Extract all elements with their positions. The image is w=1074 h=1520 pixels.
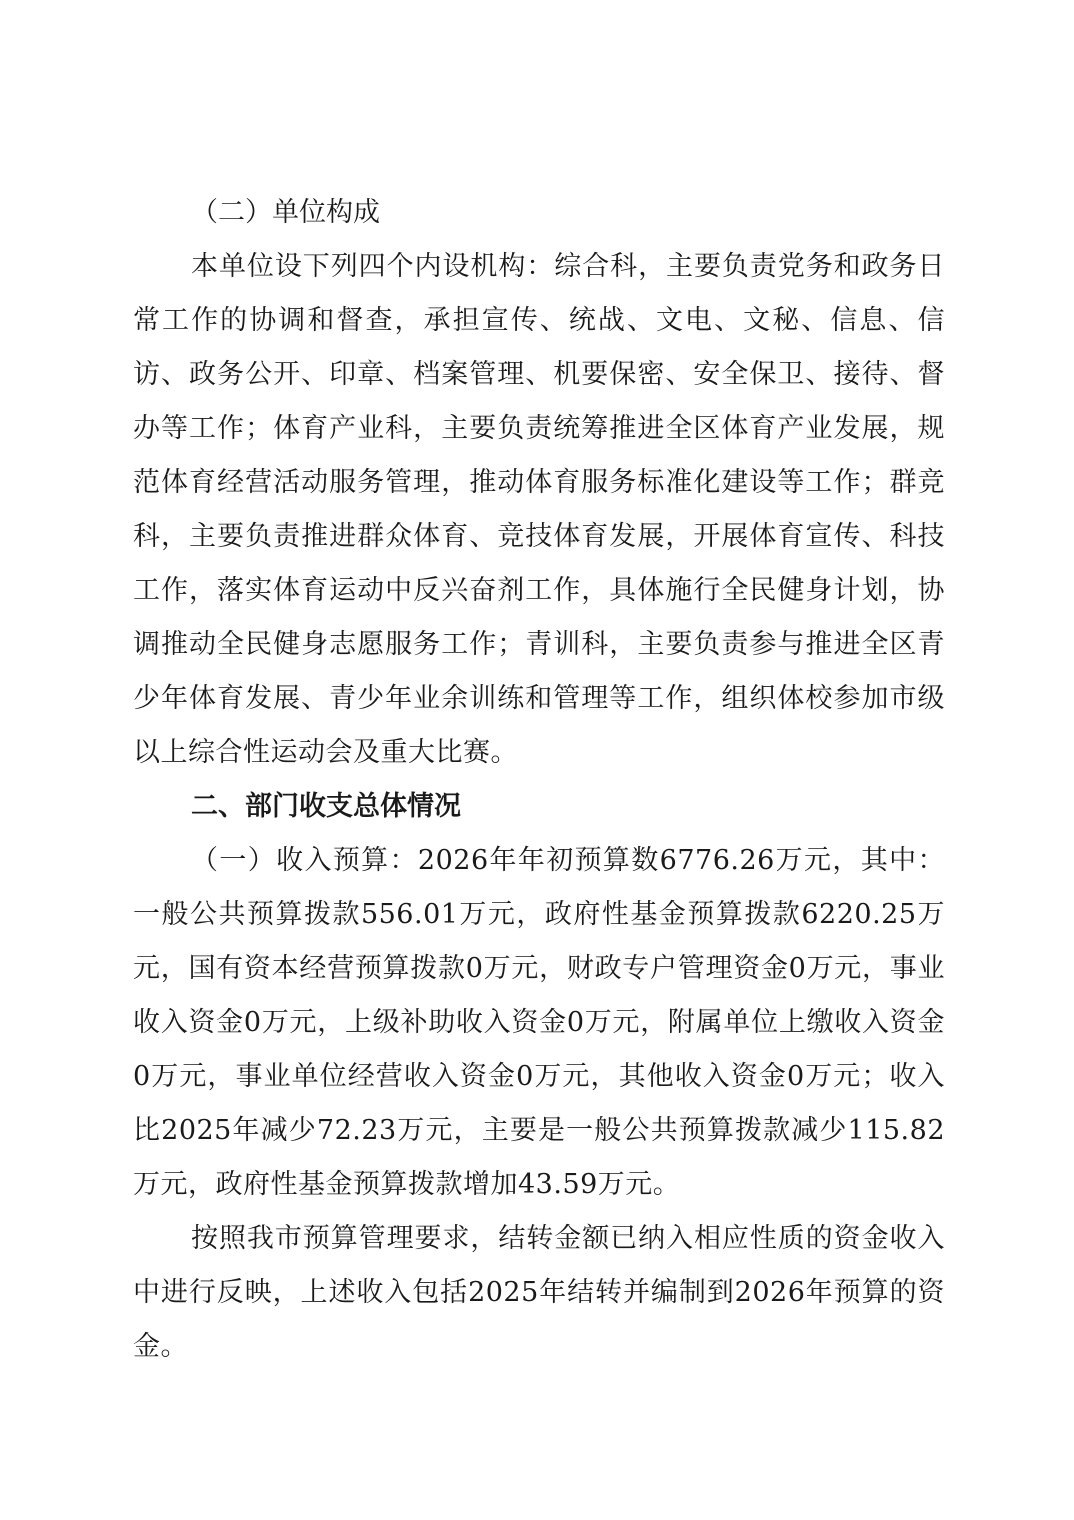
carryover-note-paragraph: 按照我市预算管理要求，结转金额已纳入相应性质的资金收入中进行反映，上述收入包括2025年结转并编制到2026年预算的资金。 xyxy=(133,1223,945,1362)
unit-composition-paragraph: 本单位设下列四个内设机构：综合科，主要负责党务和政务日常工作的协调和督查，承担宣传、统战、文电、文秘、信息、信访、政务公开、印章、档案管理、机要保密、安全保卫、接待、督办等工作；体育产业科，主要负责统筹推进全区体育产业发展，规范体育经营活动服务管理，推动体育服务标准化建设等工作；群竞科，主要负责推进群众体育、竞技体育发展，开展体育宣传、科技工作，落实体育运动中反兴奋剂工作，具体施行全民健身计划，协调推动全民健身志愿服务工作；青训科，主要负责参与推进全区青少年体育发展、青少年业余训练和管理等工作，组织体校参加市级以上综合性运动会及重大比赛。 xyxy=(133,251,945,768)
section-heading-income-expenditure: 二、部门收支总体情况 xyxy=(191,791,461,822)
unit-composition-heading: （二）单位构成 xyxy=(191,197,380,228)
income-budget-paragraph: （一）收入预算：2026年年初预算数6776.26万元，其中：一般公共预算拨款556.01万元，政府性基金预算拨款6220.25万元，国有资本经营预算拨款0万元，财政专户管理资金0万元，事业收入资金0万元，上级补助收入资金0万元，附属单位上缴收入资金0万元，事业单位经营收入资金0万元，其他收入资金0万元；收入比2025年减少72.23万元，主要是一般公共预算拨款减少115.82万元，政府性基金预算拨款增加43.59万元。 xyxy=(133,845,945,1200)
